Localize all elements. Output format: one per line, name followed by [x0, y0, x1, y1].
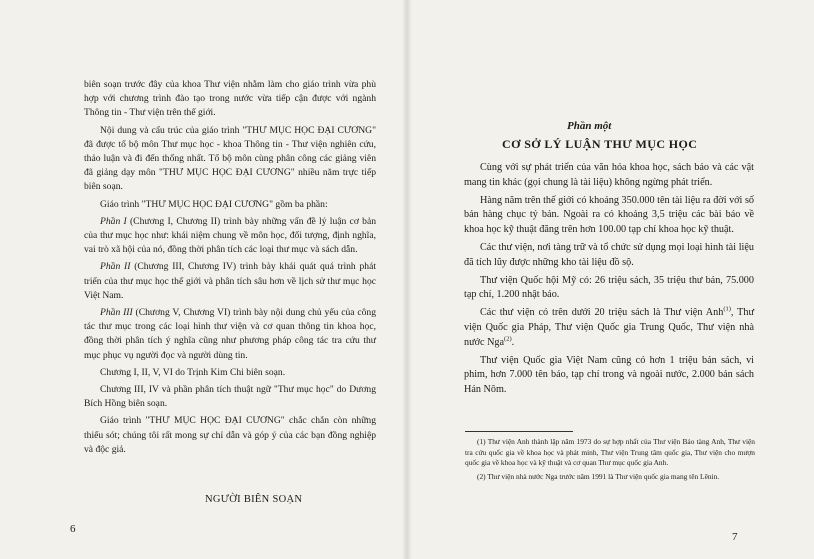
paragraph-text: , Thư viện Quốc gia Pháp, Thư viện Quốc gia Trung Quốc, Thư viện nhà nước Nga — [464, 307, 754, 348]
paragraph — [84, 383, 376, 411]
paragraph — [84, 306, 376, 363]
paragraph-text: (Chương V, Chương VI) trình bày nội dung chủ yếu của công tác thư mục trong các loại hình thư viện và cơ quan thông tin khoa học, đồng thời phân tích ý nghĩa cũng như phương pháp công tác tra cứu thư mục phục vụ người đọc và người dùng tin. — [84, 307, 377, 361]
section-lead: Phần II — [100, 261, 131, 273]
page-number-left: 6 — [70, 523, 76, 535]
paragraph-text: (Chương I, Chương II) trình bày những vấn đề lý luận cơ bản của thư mục học như: khái niệm chung về môn học, đối tượng, định nghĩa, vai trò xã hội của nó, đồng thời phân tích các loại thư mục và sách dẫn. — [84, 215, 376, 256]
part-label: Phần một — [567, 120, 612, 132]
paragraph — [464, 354, 754, 398]
paragraph — [84, 78, 376, 121]
right-page — [407, 0, 814, 559]
section-lead: Phần I — [100, 215, 127, 227]
left-page-text — [84, 78, 376, 460]
paragraph — [84, 215, 376, 258]
paragraph — [84, 260, 376, 303]
paragraph — [464, 161, 754, 191]
paragraph-text: Các thư viện, nơi tàng trữ và tổ chức sử dụng mọi loại hình tài liệu đã tích lũy được những kho tài liệu đồ sộ. — [464, 241, 754, 268]
paragraph-text: (Chương III, Chương IV) trình bày khái quát quá trình phát triển của thư mục học thế giới và phân tích sâu hơn về lịch sử thư mục học Việt Nam. — [84, 261, 377, 301]
page-number-right: 7 — [732, 531, 738, 543]
paragraph-text: Nội dung và cấu trúc của giáo trình "THƯ MỤC HỌC ĐẠI CƯƠNG" đã được tổ bộ môn Thư mục học - khoa Thông tin - Thư viện nghiên cứu, thảo luận và đi đến thống nhất. Tổ bộ môn cùng phân công các giảng viên đã giảng dạy môn "THƯ MỤC HỌC ĐẠI CƯƠNG" nhiều năm trực tiếp biên soạn. — [84, 124, 376, 193]
paragraph — [464, 306, 754, 350]
footnote: (2) Thư viện nhà nước Nga trước năm 1991 là Thư viện quốc gia mang tên Lênin. — [477, 471, 720, 481]
paragraph-text: Các thư viện có trên dưới 20 triệu sách là Thư viện Anh — [480, 307, 724, 319]
footnotes — [465, 437, 755, 485]
signature: NGƯỜI BIÊN SOẠN — [205, 494, 303, 505]
section-lead: Phần III — [100, 307, 133, 319]
right-page-text — [464, 161, 754, 401]
paragraph — [84, 366, 376, 380]
paragraph — [84, 414, 376, 457]
paragraph-text: Hàng năm trên thế giới có khoảng 350.000 tên tài liệu ra đời với số bản hàng chục tỷ bản. Ngoài ra có khoảng 3,5 triệu các bài báo về khoa học kỹ thuật đăng trên hơn 100.00 tạp chí khoa học kỹ thuật. — [464, 194, 754, 236]
footnote-ref: (2) — [504, 335, 512, 343]
paragraph — [464, 274, 754, 304]
paragraph — [464, 241, 754, 271]
paragraph — [84, 198, 376, 212]
paragraph — [464, 194, 754, 238]
paragraph-text: Chương I, II, V, VI do Trịnh Kim Chi biên soạn. — [100, 366, 286, 378]
paragraph-text: . — [511, 336, 515, 348]
paragraph-text: Thư viện Quốc hội Mỹ có: 26 triệu sách, 35 triệu thư bản, 75.000 tạp chí, 1.200 nhật báo. — [464, 274, 754, 301]
paragraph-text: Giáo trình "THƯ MỤC HỌC ĐẠI CƯƠNG" chắc chắn còn những thiếu sót; chúng tôi rất mong sự chỉ dẫn và góp ý của các bạn đồng nghiệp và độc giả. — [84, 415, 376, 455]
paragraph-text: Giáo trình "THƯ MỤC HỌC ĐẠI CƯƠNG" gồm ba phần: — [100, 198, 328, 210]
paragraph — [84, 124, 376, 195]
paragraph-text: Cùng với sự phát triển của văn hóa khoa học, sách báo và các vật mang tin khác (gọi chung là tài liệu) không ngừng phát triển. — [464, 162, 754, 188]
part-title: CƠ SỞ LÝ LUẬN THƯ MỤC HỌC — [502, 137, 698, 151]
paragraph-text: Thư viện Quốc gia Việt Nam cũng có hơn 1 triệu bản sách, vi phim, hơn 7.000 tên báo, tạp chí trong và ngoài nước, 2.000 bản sách Hán Nôm. — [464, 354, 754, 396]
footnote-rule — [465, 431, 573, 432]
footnote-ref: (1) — [723, 305, 731, 313]
paragraph-text: biên soạn trước đây của khoa Thư viện nhằm làm cho giáo trình vừa phù hợp với chương trình đào tạo trong nước vừa tiếp cận được với ngành Thông tin - Thư viện trên thế giới. — [84, 79, 376, 119]
paragraph-text: Chương III, IV và phần phân tích thuật ngữ "Thư mục học" do Dương Bích Hồng biên soạn. — [84, 384, 376, 410]
footnote: (1) Thư viện Anh thành lập năm 1973 do sự hợp nhất của Thư viện Bảo tàng Anh, Thư viện tra cứu quốc gia về khoa học và phát minh, Thư viện Trung tâm quốc gia, Thư viện cho mượn quốc gia về khoa học và kỹ thuật và cơ quan Thư mục quốc gia Anh. — [465, 437, 755, 468]
